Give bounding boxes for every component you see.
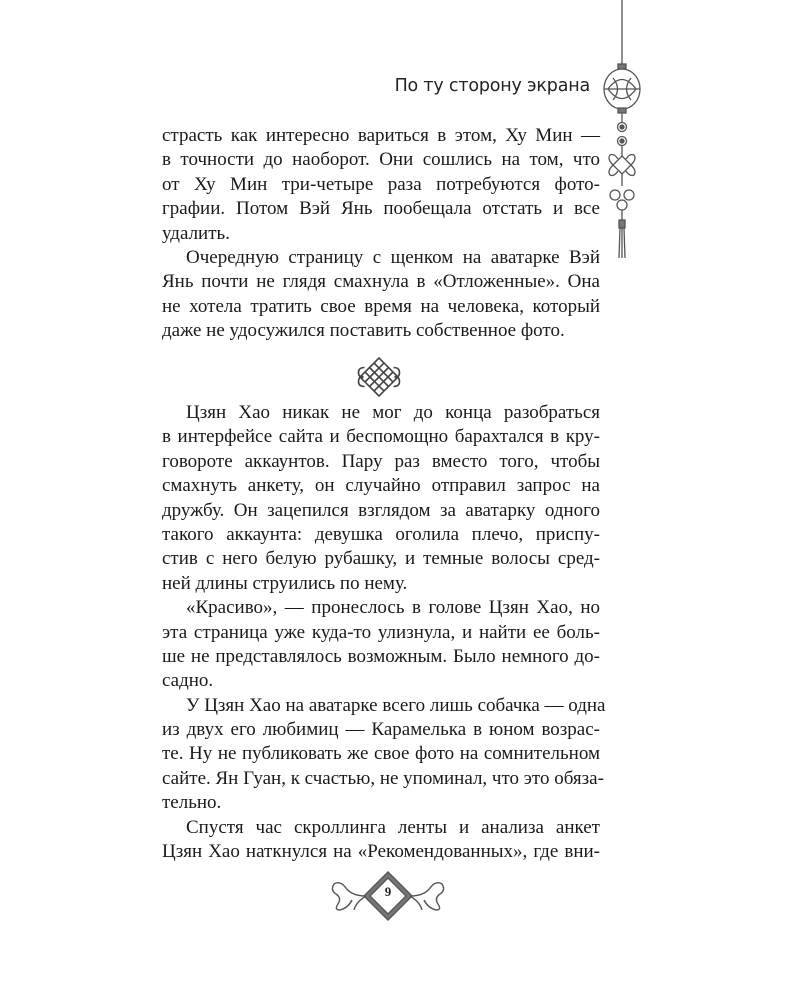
text-line: Спустя час скроллинга ленты и анализа анкет xyxy=(186,816,600,838)
paragraph-block-1 xyxy=(162,124,600,344)
text-line: садно. xyxy=(162,670,214,692)
text-line: те. Ну не публиковать же свое фото на сомнительном xyxy=(162,743,600,765)
text-line: страсть как интересно вариться в этом, Ху Мин — xyxy=(162,125,600,146)
text-line: Очередную страницу с щенком на аватарке Вэй xyxy=(186,246,600,268)
knot-divider-icon xyxy=(356,354,402,400)
text-line: стив с него белую рубашку, и темные волосы сред- xyxy=(162,548,600,570)
running-title: По ту сторону экрана xyxy=(394,76,590,96)
text-line: сайте. Ян Гуан, к счастью, не упоминал, что это обяза- xyxy=(162,767,604,789)
text-line: удалить. xyxy=(162,222,230,244)
text-line: Цзян Хао никак не мог до конца разобраться xyxy=(186,402,600,423)
hanging-lantern-ornament xyxy=(598,0,646,260)
text-line: Цзян Хао наткнулся на «Рекомендованных», где вни- xyxy=(162,841,600,863)
text-line: не хотела тратить свое время на человека, который xyxy=(162,295,600,317)
text-line: «Красиво», — пронеслось в голове Цзян Хао, но xyxy=(186,597,600,619)
text-line: ней длины струились по нему. xyxy=(162,572,408,594)
text-line: смахнуть анкету, он случайно отправил запрос на xyxy=(162,475,600,497)
text-line: У Цзян Хао на аватарке всего лишь собачка — одна xyxy=(186,694,606,716)
text-line: Янь почти не глядя смахнула в «Отложенные». Она xyxy=(162,271,600,293)
text-line: графии. Потом Вэй Янь пообещала отстать и все xyxy=(162,198,600,220)
text-line: эта страница уже куда-то улизнула, и найти ее боль- xyxy=(162,621,600,643)
text-line: из двух его любимиц — Карамелька в юном возрас- xyxy=(162,719,600,741)
text-line: даже не удосужился поставить собственное фото. xyxy=(162,320,565,342)
text-line: такого аккаунта: девушка оголила плечо, приспу- xyxy=(162,523,600,545)
text-line: тельно. xyxy=(162,792,222,814)
text-line: в точности до наоборот. Они сошлись на том, что xyxy=(162,149,600,171)
page-number: 9 xyxy=(384,884,392,899)
text-line: говороте аккаунтов. Пару раз вместо того, чтобы xyxy=(162,450,600,472)
text-line: от Ху Мин три-четыре раза потребуются фото- xyxy=(162,173,600,195)
text-line: в интерфейсе сайта и беспомощно барахтался в кру- xyxy=(162,426,600,448)
paragraph-block-2 xyxy=(162,401,606,864)
text-line: ше не представлялось возможным. Было немного до- xyxy=(162,645,600,667)
text-line: дружбу. Он зацепился взглядом за аватарку одного xyxy=(162,499,600,521)
